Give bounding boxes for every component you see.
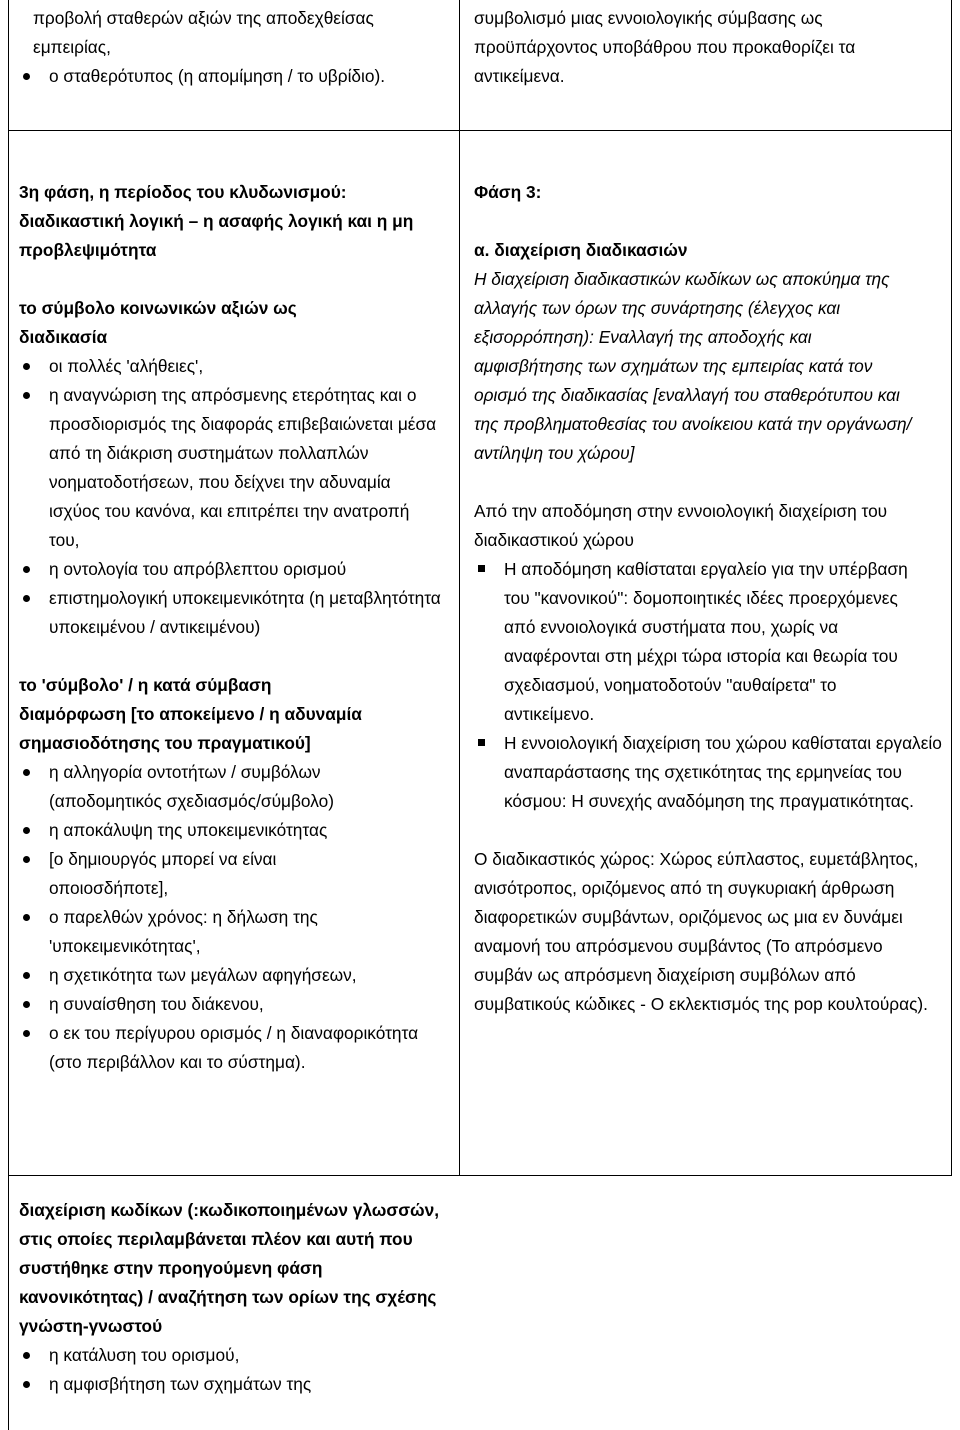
list-item — [19, 758, 449, 816]
bullet-icon — [23, 914, 30, 921]
spacer — [19, 265, 449, 294]
table-border-right — [951, 0, 952, 1175]
list-item — [19, 555, 449, 584]
spacer — [474, 207, 946, 236]
bullet-icon — [23, 769, 30, 776]
bottom-left-cell — [19, 1196, 449, 1399]
row-divider — [8, 1175, 952, 1176]
italic-paragraph: Η διαχείριση διαδικαστικών κωδίκων ως αποκύημα της αλλαγής των όρων της συνάρτησης (έλεγχος και εξισορρόπηση): Εναλλαγή της αποδοχής και αμφισβήτησης των σχημάτων της εμπειρίας κατά τον ορισμό της διαδικασίας [εναλλαγή του σταθερότυπου και της προβληματοθεσίας του ανοίκειου κατά την οργάνωση/αντίληψη του χώρου] — [474, 269, 912, 463]
bullet-icon — [23, 566, 30, 573]
list-item — [19, 1370, 449, 1399]
paragraph: Από την αποδόμηση στην εννοιολογική διαχείριση του διαδικαστικού χώρου — [474, 501, 888, 550]
bullet-icon — [23, 972, 30, 979]
subheading: α. διαχείριση διαδικασιών — [474, 240, 688, 260]
list-item-text: η συναίσθηση του διάκενου, — [49, 994, 264, 1014]
list-item — [19, 381, 449, 555]
top-right-cell — [474, 4, 944, 91]
list-item — [474, 555, 946, 729]
subheading: το 'σύμβολο' / η κατά σύμβαση διαμόρφωση [το αποκείμενο / η αδυναμία σημασιοδότησης του πραγματικού] — [19, 675, 362, 753]
bullet-icon — [23, 827, 30, 834]
list-item-text: Η εννοιολογική διαχείριση του χώρου καθίσταται εργαλείο αναπαράστασης της σχετικότητας της ερμηνείας του κόσμου: Η συνεχής αναδόμηση της πραγματικότητας. — [504, 733, 942, 811]
bullet-icon — [23, 1352, 30, 1359]
list-item-text: ο εκ του περίγυρου ορισμός / η διαναφορικότητα (στο περιβάλλον και το σύστημα). — [49, 1023, 419, 1072]
list-item-text: η αποκάλυψη της υποκειμενικότητας — [49, 820, 328, 840]
list-item-text: η αλληγορία οντοτήτων / συμβόλων (αποδομητικός σχεδιασμός/σύμβολο) — [49, 762, 334, 811]
list-item — [19, 845, 449, 903]
list-item — [19, 990, 449, 1019]
row-divider — [8, 130, 952, 131]
list-item — [19, 4, 403, 62]
section-heading: Φάση 3: — [474, 182, 542, 202]
bullet-icon — [23, 1001, 30, 1008]
list-item — [19, 352, 449, 381]
square-bullet-icon — [478, 565, 485, 572]
list-item-text: Η αποδόμηση καθίσταται εργαλείο για την υπέρβαση του "κανονικού": δομοποιητικές ιδέες προερχόμενες από εννοιολογικά συστήματα που, χωρίς να αναφέρονται στη μέχρι τώρα ιστορία και θεωρία του σχεδιασμού, νοηματοδοτούν "αυθαίρετα" το αντικείμενο. — [504, 559, 908, 724]
bullet-icon — [23, 392, 30, 399]
spacer — [474, 816, 946, 845]
list-item-text: ο σταθερότυπος (η απομίμηση / το υβρίδιο). — [49, 66, 386, 86]
list-item-text: η αμφισβήτηση των σχημάτων της — [49, 1374, 312, 1394]
list-item — [19, 1019, 449, 1077]
subheading: το σύμβολο κοινωνικών αξιών ως διαδικασία — [19, 298, 297, 347]
section-heading: 3η φάση, η περίοδος του κλυδωνισμού: διαδικαστική λογική – η ασαφής λογική και η μη προβλεψιμότητα — [19, 182, 414, 260]
list-item — [19, 584, 449, 642]
list-item-text: ο παρελθών χρόνος: η δήλωση της 'υποκειμενικότητας', — [49, 907, 318, 956]
table-border-middle — [459, 0, 460, 1175]
paragraph: Ο διαδικαστικός χώρος: Χώρος εύπλαστος, ευμετάβλητος, ανισότροπος, οριζόμενος από τη συγκυριακή άρθρωση διαφορετικών συμβάντων, οριζόμενος ως μια εν δυνάμει αναμονή του απρόσμενου συμβάντος (Το απρόσμενο συμβάν ως απρόσμενη διαχείριση συμβόλων από συμβατικούς κώδικες - Ο εκλεκτισμός της pop κουλτούρας). — [474, 849, 928, 1014]
list-item — [19, 62, 403, 91]
phase3-left-cell — [19, 178, 449, 1077]
top-left-cell — [19, 4, 403, 91]
list-item — [19, 816, 449, 845]
list-item — [19, 1341, 449, 1370]
spacer — [19, 642, 449, 671]
list-item-text: προβολή σταθερών αξιών της αποδεχθείσας εμπειρίας, — [33, 8, 374, 57]
square-bullet-icon — [478, 739, 485, 746]
list-item-text: επιστημολογική υποκειμενικότητα (η μεταβλητότητα υποκειμένου / αντικειμένου) — [49, 588, 441, 637]
list-item-text: [ο δημιουργός μπορεί να είναι οποιοσδήποτε], — [49, 849, 277, 898]
bullet-icon — [23, 73, 30, 80]
bullet-icon — [23, 856, 30, 863]
spacer — [474, 468, 946, 497]
list-item-text: η κατάλυση του ορισμού, — [49, 1345, 240, 1365]
list-item — [19, 961, 449, 990]
table-border-left — [8, 0, 9, 1430]
list-item-text: οι πολλές 'αλήθειες', — [49, 356, 204, 376]
list-item-text: η σχετικότητα των μεγάλων αφηγήσεων, — [49, 965, 357, 985]
list-item-text: η οντολογία του απρόβλεπτου ορισμού — [49, 559, 347, 579]
list-item-text: η αναγνώριση της απρόσμενης ετερότητας και ο προσδιορισμός της διαφοράς επιβεβαιώνεται μέσα από τη διάκριση συστημάτων πολλαπλών νοηματοδοτήσεων, που δείχνει την αδυναμία ισχύος του κανόνα, και επιτρέπει την ανατροπή του, — [49, 385, 437, 550]
section-heading: διαχείριση κωδίκων (:κωδικοποιημένων γλωσσών, στις οποίες περιλαμβάνεται πλέον και αυτή που συστήθηκε στην προηγούμενη φάση κανονικότητας) / αναζήτηση των ορίων της σχέσης γνώστη-γνωστού — [19, 1200, 440, 1336]
bullet-icon — [23, 595, 30, 602]
paragraph: συμβολισμό μιας εννοιολογικής σύμβασης ως προϋπάρχοντος υποβάθρου που προκαθορίζει τα αντικείμενα. — [474, 8, 856, 86]
bullet-icon — [23, 363, 30, 370]
phase3-right-cell — [474, 178, 946, 1019]
bullet-icon — [23, 1030, 30, 1037]
list-item — [474, 729, 946, 816]
bullet-icon — [23, 1381, 30, 1388]
list-item — [19, 903, 449, 961]
